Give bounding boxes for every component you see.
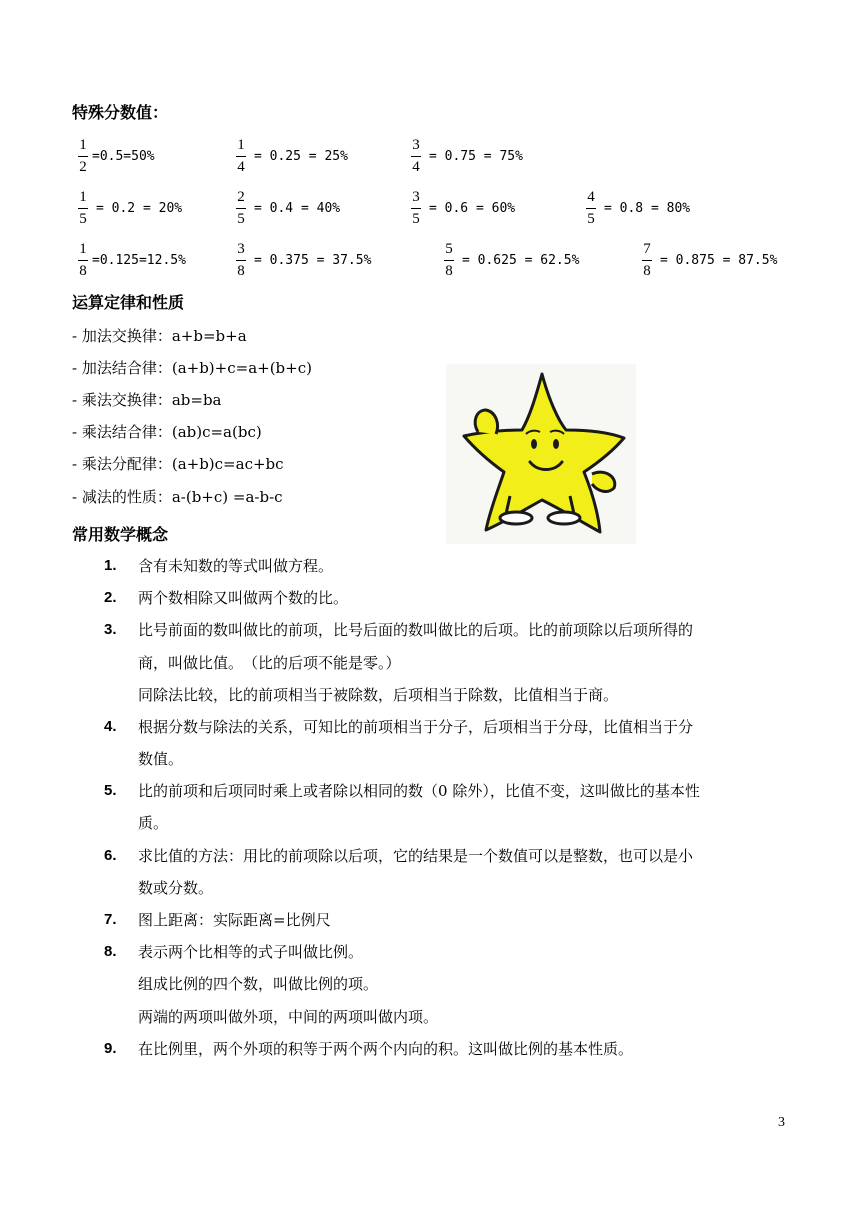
fraction-item: $\frac{1}{4}$ = 0.25 = 25% bbox=[234, 133, 348, 179]
star-mascot-image bbox=[446, 364, 636, 544]
list-number: 1. bbox=[104, 557, 117, 574]
concepts-heading: 常用数学概念 bbox=[72, 525, 169, 544]
list-item-continuation: 数值。 bbox=[138, 750, 184, 768]
list-item-continuation: 质。 bbox=[138, 814, 169, 832]
fraction-item: $\frac{4}{5}$ = 0.8 = 80% bbox=[584, 185, 690, 231]
list-item: 在比例里，两个外项的积等于两个两个内向的积。这叫做比例的基本性质。 bbox=[138, 1040, 634, 1058]
fraction-item: $\frac{1}{8}$ =0.125=12.5% bbox=[76, 237, 186, 283]
list-item-continuation: 组成比例的四个数，叫做比例的项。 bbox=[138, 975, 379, 993]
fraction: $\frac{1}{5}$ bbox=[79, 188, 87, 227]
list-item: 求比值的方法：用比的前项除以后项，它的结果是一个数值可以是整数，也可以是小 bbox=[138, 847, 694, 865]
list-item: 两个数相除又叫做两个数的比。 bbox=[138, 589, 349, 607]
fraction: $\frac{1}{4}$ bbox=[237, 136, 245, 175]
list-number: 7. bbox=[104, 911, 117, 928]
fraction: $\frac{3}{5}$ bbox=[412, 188, 420, 227]
law-item: - 减法的性质：a-(b+c) =a-b-c bbox=[72, 488, 283, 506]
list-item-continuation: 两端的两项叫做外项，中间的两项叫做内项。 bbox=[138, 1008, 439, 1026]
fraction-item: $\frac{1}{2}$ =0.5=50% bbox=[76, 133, 155, 179]
special-fractions-heading: 特殊分数值： bbox=[72, 103, 169, 122]
fraction: $\frac{5}{8}$ bbox=[445, 240, 453, 279]
law-item: - 乘法结合律：(ab)c=a(bc) bbox=[72, 423, 262, 441]
list-number: 2. bbox=[104, 589, 117, 606]
law-item: - 加法结合律：(a+b)+c=a+(b+c) bbox=[72, 359, 312, 377]
list-number: 3. bbox=[104, 621, 117, 638]
fraction: $\frac{7}{8}$ bbox=[643, 240, 651, 279]
fraction-item: $\frac{3}{4}$ = 0.75 = 75% bbox=[409, 133, 523, 179]
fraction-item: $\frac{1}{5}$ = 0.2 = 20% bbox=[76, 185, 182, 231]
list-number: 8. bbox=[104, 943, 117, 960]
list-item-continuation: 同除法比较，比的前项相当于被除数，后项相当于除数，比值相当于商。 bbox=[138, 686, 619, 704]
fraction: $\frac{1}{8}$ bbox=[79, 240, 87, 279]
fraction-item: $\frac{3}{5}$ = 0.6 = 60% bbox=[409, 185, 515, 231]
law-item: - 乘法交换律：ab=ba bbox=[72, 391, 222, 409]
fraction-item: $\frac{3}{8}$ = 0.375 = 37.5% bbox=[234, 237, 371, 283]
laws-heading: 运算定律和性质 bbox=[72, 293, 185, 312]
list-item: 表示两个比相等的式子叫做比例。 bbox=[138, 943, 364, 961]
list-item: 含有未知数的等式叫做方程。 bbox=[138, 557, 334, 575]
fraction: $\frac{1}{2}$ bbox=[79, 136, 87, 175]
list-number: 4. bbox=[104, 718, 117, 735]
law-item: - 乘法分配律：(a+b)c=ac+bc bbox=[72, 455, 284, 473]
list-item: 比号前面的数叫做比的前项，比号后面的数叫做比的后项。比的前项除以后项所得的 bbox=[138, 621, 694, 639]
list-item: 根据分数与除法的关系，可知比的前项相当于分子，后项相当于分母，比值相当于分 bbox=[138, 718, 694, 736]
fraction-item: $\frac{5}{8}$ = 0.625 = 62.5% bbox=[442, 237, 579, 283]
law-item: - 加法交换律：a+b=b+a bbox=[72, 327, 247, 345]
fraction-item: $\frac{7}{8}$ = 0.875 = 87.5% bbox=[640, 237, 777, 283]
fraction: $\frac{2}{5}$ bbox=[237, 188, 245, 227]
list-item-continuation: 数或分数。 bbox=[138, 879, 214, 897]
fraction: $\frac{3}{8}$ bbox=[237, 240, 245, 279]
list-number: 9. bbox=[104, 1040, 117, 1057]
fraction-item: $\frac{2}{5}$ = 0.4 = 40% bbox=[234, 185, 340, 231]
list-item: 比的前项和后项同时乘上或者除以相同的数（0 除外），比值不变，这叫做比的基本性 bbox=[138, 782, 700, 800]
list-number: 5. bbox=[104, 782, 117, 799]
list-item-continuation: 商，叫做比值。 （比的后项不能是零。） bbox=[138, 654, 401, 672]
fraction: $\frac{3}{4}$ bbox=[412, 136, 420, 175]
page-number: 3 bbox=[778, 1115, 785, 1130]
list-number: 6. bbox=[104, 847, 117, 864]
fraction: $\frac{4}{5}$ bbox=[587, 188, 595, 227]
list-item: 图上距离：实际距离=比例尺 bbox=[138, 911, 331, 929]
